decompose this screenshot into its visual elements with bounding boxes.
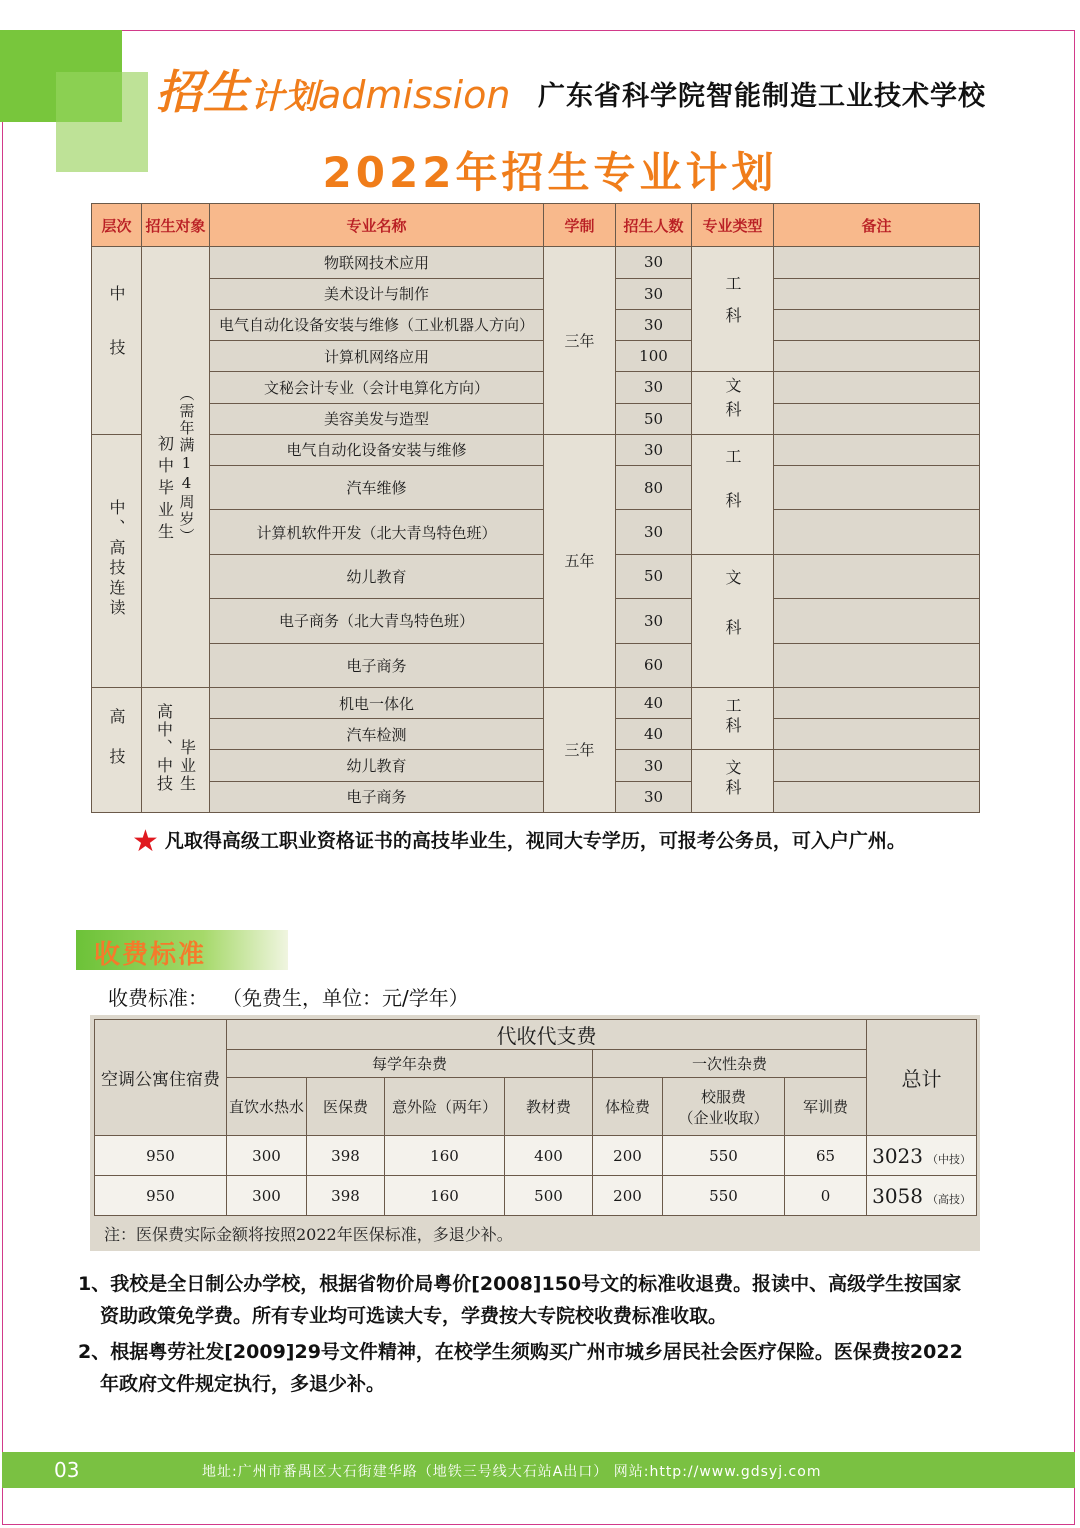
major-cell: 机电一体化 — [210, 687, 544, 718]
table-row — [95, 1136, 977, 1176]
fee-cell: 65 — [785, 1136, 867, 1176]
admission-table — [91, 203, 980, 813]
col-major: 专业名称 — [210, 204, 544, 247]
remark-cell — [774, 781, 980, 812]
star-icon: ★ — [132, 824, 159, 859]
count-cell: 80 — [616, 466, 692, 510]
count-cell: 30 — [616, 510, 692, 554]
fee-header-row — [95, 1020, 977, 1050]
col-target: 招生对象 — [142, 204, 210, 247]
table-row — [92, 719, 980, 750]
remark-cell — [774, 510, 980, 554]
table-row — [92, 781, 980, 812]
col-duration: 学制 — [544, 204, 616, 247]
fee-col-books: 教材费 — [505, 1078, 593, 1136]
major-cell: 幼儿教育 — [210, 554, 544, 598]
brand-title — [156, 56, 510, 122]
fee-cell: 950 — [95, 1136, 227, 1176]
major-cell: 幼儿教育 — [210, 750, 544, 781]
count-cell: 100 — [616, 341, 692, 372]
remark-cell — [774, 309, 980, 340]
table-row — [92, 309, 980, 340]
fee-caption-label: 收费标准： — [108, 986, 208, 1010]
major-cell: 计算机网络应用 — [210, 341, 544, 372]
major-cell: 美术设计与制作 — [210, 278, 544, 309]
count-cell: 30 — [616, 434, 692, 465]
fee-cell: 398 — [307, 1136, 385, 1176]
table-row — [92, 599, 980, 643]
major-cell: 电子商务 — [210, 781, 544, 812]
count-cell: 50 — [616, 403, 692, 434]
table-row — [95, 1176, 977, 1216]
fee-cell: 200 — [593, 1136, 663, 1176]
table-row — [92, 554, 980, 598]
level-cell: 高技 — [92, 687, 142, 812]
fee-cell: 950 — [95, 1176, 227, 1216]
major-cell: 汽车维修 — [210, 466, 544, 510]
count-cell: 30 — [616, 309, 692, 340]
fee-header-row — [95, 1078, 977, 1136]
fee-col-water: 直饮水热水 — [227, 1078, 307, 1136]
fee-total-cell: 3023 （中技） — [867, 1136, 977, 1176]
remark-cell — [774, 719, 980, 750]
fee-cell: 500 — [505, 1176, 593, 1216]
fee-section-title: 收费标准 — [94, 940, 207, 970]
footer-bar — [2, 1452, 1075, 1488]
fee-col-total: 总计 — [867, 1020, 977, 1136]
count-cell: 30 — [616, 372, 692, 403]
fee-cell: 550 — [663, 1176, 785, 1216]
count-cell: 30 — [616, 781, 692, 812]
fee-caption — [108, 982, 469, 1011]
fee-col-exam: 体检费 — [593, 1078, 663, 1136]
fee-cell: 300 — [227, 1136, 307, 1176]
major-cell: 电子商务 — [210, 643, 544, 687]
remark-cell — [774, 643, 980, 687]
count-cell: 50 — [616, 554, 692, 598]
major-cell: 电子商务（北大青鸟特色班） — [210, 599, 544, 643]
brand-zh2: 计划 — [250, 77, 318, 117]
fee-cell: 160 — [385, 1176, 505, 1216]
remark-cell — [774, 466, 980, 510]
fee-group-yearly: 每学年杂费 — [227, 1050, 593, 1078]
decor-square-mid — [56, 72, 122, 122]
fee-col-military: 军训费 — [785, 1078, 867, 1136]
duration-cell: 五年 — [544, 434, 616, 687]
note-item: 2、根据粤劳社发[2009]29号文件精神，在校学生须购买广州市城乡居民社会医疗保险。医保费按2022年政府文件规定执行，多退少补。 — [78, 1341, 963, 1395]
fee-cell: 550 — [663, 1136, 785, 1176]
type-cell: 文科 — [692, 372, 774, 435]
remark-cell — [774, 403, 980, 434]
fee-cell: 400 — [505, 1136, 593, 1176]
col-type: 专业类型 — [692, 204, 774, 247]
table-row — [92, 466, 980, 510]
col-level: 层次 — [92, 204, 142, 247]
duration-cell: 三年 — [544, 247, 616, 435]
count-cell: 40 — [616, 687, 692, 718]
col-count: 招生人数 — [616, 204, 692, 247]
type-cell: 工科 — [692, 247, 774, 372]
fee-cell: 0 — [785, 1176, 867, 1216]
brand-en: admission — [318, 73, 511, 117]
fee-cell: 398 — [307, 1176, 385, 1216]
duration-cell: 三年 — [544, 687, 616, 812]
school-name: 广东省科学院智能制造工业技术学校 — [538, 81, 986, 112]
major-cell: 美容美发与造型 — [210, 403, 544, 434]
count-cell: 30 — [616, 599, 692, 643]
type-cell: 文科 — [692, 750, 774, 813]
table-row — [92, 403, 980, 434]
type-cell: 工科 — [692, 434, 774, 554]
fee-caption-unit: （免费生，单位：元/学年） — [232, 986, 469, 1010]
footer-address: 地址:广州市番禺区大石街建华路（地铁三号线大石站A出口） 网站:http://www.gdsyj.com — [202, 1464, 822, 1480]
type-cell: 工科 — [692, 687, 774, 750]
count-cell: 40 — [616, 719, 692, 750]
fee-section-banner — [76, 930, 288, 970]
table-row — [92, 643, 980, 687]
remark-cell — [774, 247, 980, 278]
notes-list — [78, 1268, 978, 1404]
remark-cell — [774, 687, 980, 718]
fee-col-accident: 意外险（两年） — [385, 1078, 505, 1136]
fee-group-main: 代收代支费 — [227, 1020, 867, 1050]
table-row — [92, 510, 980, 554]
fee-note: 注：医保费实际金额将按照2022年医保标准，多退少补。 — [104, 1225, 513, 1244]
count-cell: 30 — [616, 278, 692, 309]
fee-cell: 300 — [227, 1176, 307, 1216]
fee-col-uniform: 校服费 （企业收取） — [663, 1078, 785, 1136]
fee-cell: 160 — [385, 1136, 505, 1176]
table-row — [92, 278, 980, 309]
major-cell: 物联网技术应用 — [210, 247, 544, 278]
fee-group-once: 一次性杂费 — [593, 1050, 867, 1078]
col-remarks: 备注 — [774, 204, 980, 247]
table-row — [92, 434, 980, 465]
count-cell: 30 — [616, 247, 692, 278]
major-cell: 计算机软件开发（北大青鸟特色班） — [210, 510, 544, 554]
note-item: 1、我校是全日制公办学校，根据省物价局粤价[2008]150号文的标准收退费。报读中、高级学生按国家资助政策免学费。所有专业均可选读大专，学费按大专院校收费标准收取。 — [78, 1273, 962, 1327]
fee-cell: 200 — [593, 1176, 663, 1216]
count-cell: 60 — [616, 643, 692, 687]
fee-col-medical: 医保费 — [307, 1078, 385, 1136]
remark-cell — [774, 341, 980, 372]
major-cell: 电气自动化设备安装与维修（工业机器人方向） — [210, 309, 544, 340]
fee-total-cell: 3058 （高技） — [867, 1176, 977, 1216]
target-cell: 高中、中技 毕业生 — [142, 687, 210, 812]
level-cell: 中、高技连读 — [92, 434, 142, 687]
level-cell: 中技 — [92, 247, 142, 435]
table-row — [92, 372, 980, 403]
remark-cell — [774, 278, 980, 309]
major-cell: 汽车检测 — [210, 719, 544, 750]
remark-cell — [774, 750, 980, 781]
admission-header-row — [92, 204, 980, 247]
page-number: 03 — [54, 1458, 80, 1482]
fee-header-row — [95, 1050, 977, 1078]
brand-zh: 招生 — [156, 65, 250, 119]
fee-col-housing: 空调公寓住宿费 — [95, 1020, 227, 1136]
type-cell: 文科 — [692, 554, 774, 687]
count-cell: 30 — [616, 750, 692, 781]
table-row — [92, 247, 980, 278]
page-title: 2022年招生专业计划 — [322, 148, 778, 197]
remark-cell — [774, 372, 980, 403]
star-note-text: 凡取得高级工职业资格证书的高技毕业生，视同大专学历，可报考公务员，可入户广州。 — [164, 830, 906, 852]
remark-cell — [774, 599, 980, 643]
remark-cell — [774, 434, 980, 465]
target-cell: 初中毕业生 （需年满14周岁） — [142, 247, 210, 688]
star-note — [132, 824, 906, 859]
major-cell: 电气自动化设备安装与维修 — [210, 434, 544, 465]
fee-table — [94, 1019, 977, 1216]
remark-cell — [774, 554, 980, 598]
table-row — [92, 341, 980, 372]
major-cell: 文秘会计专业（会计电算化方向） — [210, 372, 544, 403]
table-row — [92, 750, 980, 781]
table-row — [92, 687, 980, 718]
